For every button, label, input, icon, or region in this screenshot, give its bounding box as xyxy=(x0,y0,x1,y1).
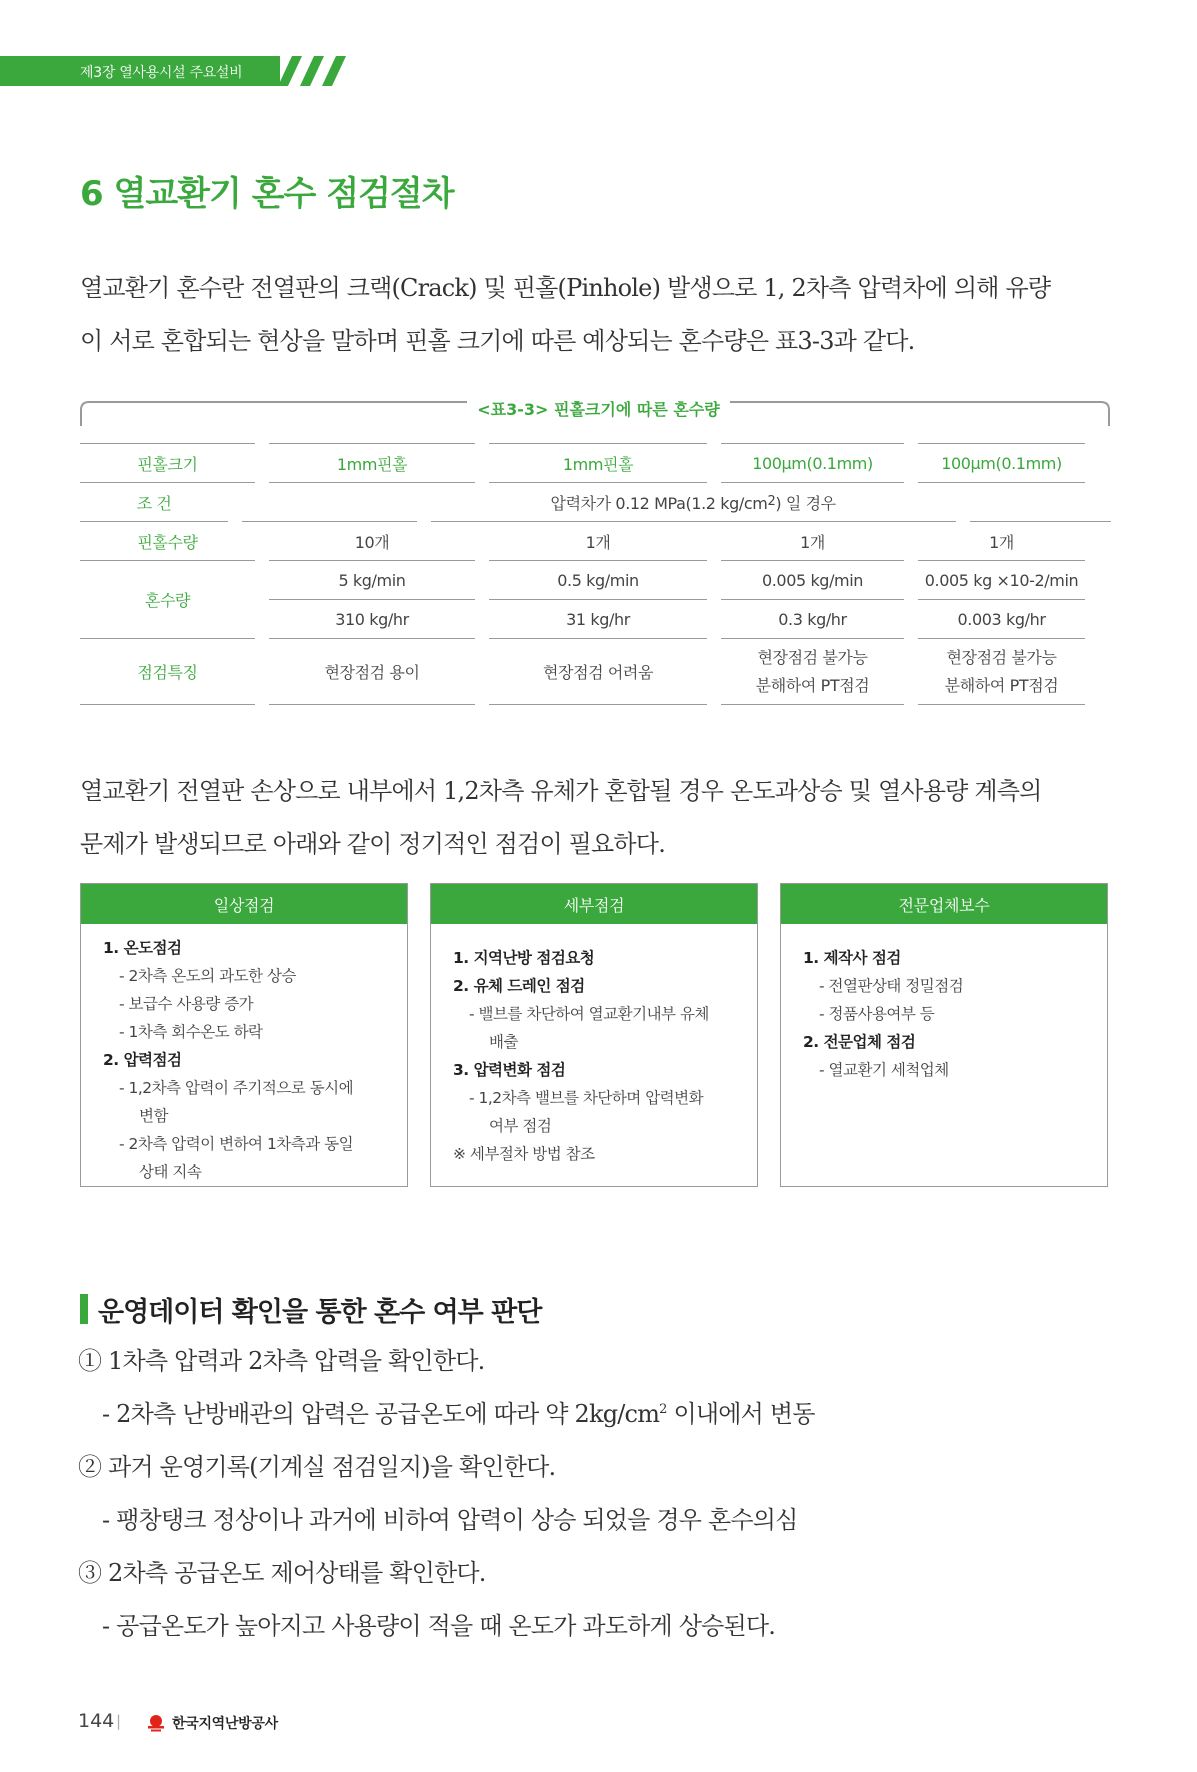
table-cell: 10개 xyxy=(269,522,475,561)
mix-col xyxy=(721,561,904,639)
daily-inspection-box xyxy=(80,883,408,1187)
table-row-mix xyxy=(80,561,1111,639)
list-item: ① 1차측 압력과 2차측 압력을 확인한다. xyxy=(78,1347,485,1375)
row-label: 조 건 xyxy=(80,483,228,522)
table-cell: 0.3 kg/hr xyxy=(721,600,904,639)
table-cell xyxy=(721,639,904,705)
stripes-decoration xyxy=(278,56,358,86)
subitem-suffix: 이내에서 변동 xyxy=(666,1400,815,1428)
expert-repair-box xyxy=(780,883,1108,1187)
table-cell: 0.003 kg/hr xyxy=(918,600,1085,639)
header-cell: 1mm핀홀 xyxy=(269,443,475,483)
page-number: 144 xyxy=(78,1710,115,1732)
box-heading: 2. 전문업체 점검 xyxy=(803,1033,916,1051)
table-cell: 31 kg/hr xyxy=(489,600,707,639)
box-item: - 2차측 온도의 과도한 상승 xyxy=(119,967,296,985)
cell-line: 분해하여 PT점검 xyxy=(755,675,870,695)
table-cell: 현장점검 어려움 xyxy=(489,639,707,705)
company-name: 한국지역난방공사 xyxy=(172,1716,278,1732)
box-item: - 1,2차측 밸브를 차단하며 압력변화 xyxy=(469,1089,704,1107)
box-body xyxy=(781,924,1107,1084)
box-heading: 2. 압력점검 xyxy=(103,1051,182,1069)
box-item: - 전열판상태 정밀점검 xyxy=(819,977,964,995)
table-header-row xyxy=(80,443,1111,483)
box-item: - 보급수 사용량 증가 xyxy=(119,995,254,1013)
table-row-feature xyxy=(80,639,1111,705)
table-cell: 현장점검 용이 xyxy=(269,639,475,705)
box-note: ※ 세부절차 방법 참조 xyxy=(453,1145,595,1163)
box-item: - 2차측 압력이 변하여 1차측과 동일 xyxy=(119,1135,354,1153)
mix-col xyxy=(489,561,707,639)
table-cell: 0.005 kg/min xyxy=(721,561,904,600)
table-cell: 1개 xyxy=(489,522,707,561)
detail-inspection-box xyxy=(430,883,758,1187)
table-row-condition xyxy=(80,483,1111,522)
table-cell: 5 kg/min xyxy=(269,561,475,600)
cell-line: 분해하여 PT점검 xyxy=(944,675,1059,695)
intro-line-1: 열교환기 혼수란 전열판의 크랙(Crack) 및 핀홀(Pinhole) 발생으로 1, 2차측 압력차에 의해 유량 xyxy=(80,274,1051,302)
subitem-text: - 2차측 난방배관의 압력은 공급온도에 따라 약 2kg/cm xyxy=(102,1400,660,1428)
list-subitem xyxy=(78,1388,1118,1441)
table-cell: 1개 xyxy=(721,522,904,561)
box-item-cont: 여부 점검 xyxy=(489,1117,552,1135)
box-body xyxy=(81,924,407,1186)
table-cell xyxy=(918,639,1085,705)
table-caption xyxy=(0,397,1197,420)
header-cell: 핀홀크기 xyxy=(80,443,255,483)
row-label: 핀홀수량 xyxy=(80,522,255,561)
box-item: - 1차측 회수온도 하락 xyxy=(119,1023,263,1041)
condition-suffix: ) 일 경우 xyxy=(775,493,836,513)
subsection-title: 운영데이터 확인을 통한 혼수 여부 판단 xyxy=(98,1297,542,1328)
page-separator: | xyxy=(116,1712,122,1730)
box-heading: 1. 제작사 점검 xyxy=(803,949,901,967)
mix-col xyxy=(269,561,475,639)
table-cell: 310 kg/hr xyxy=(269,600,475,639)
table-cell: 0.5 kg/min xyxy=(489,561,707,600)
list-subitem: - 공급온도가 높아지고 사용량이 적을 때 온도가 과도하게 상승된다. xyxy=(102,1612,776,1640)
cell-line: 현장점검 불가능 xyxy=(757,647,868,667)
box-item: - 열교환기 세척업체 xyxy=(819,1061,949,1079)
box-title: 일상점검 xyxy=(81,884,407,924)
table-cell: 1개 xyxy=(918,522,1085,561)
intro-line-2: 이 서로 혼합되는 현상을 말하며 핀홀 크기에 따른 예상되는 혼수량은 표3-3과 같다. xyxy=(80,327,915,355)
cell-line: 현장점검 불가능 xyxy=(946,647,1057,667)
condition-cell: 압력차가 0.12 MPa(1.2 kg/cm 2 ) 일 경우 xyxy=(431,483,956,522)
box-item-cont: 변함 xyxy=(139,1107,168,1125)
table-cell: 0.005 kg ×10-2/min xyxy=(918,561,1085,600)
section-title: 6 열교환기 혼수 점검절차 xyxy=(80,174,454,214)
row-label: 혼수량 xyxy=(80,561,255,639)
list-item: ③ 2차측 공급온도 제어상태를 확인한다. xyxy=(78,1559,486,1587)
chapter-label: 제3장 열사용시설 주요설비 xyxy=(80,65,243,81)
subsection-bar xyxy=(80,1294,88,1324)
list-item: ② 과거 운영기록(기계실 점검일지)을 확인한다. xyxy=(78,1453,556,1481)
row-label: 점검특징 xyxy=(80,639,255,705)
header-cell: 100μm(0.1mm) xyxy=(918,443,1085,483)
header-cell: 100μm(0.1mm) xyxy=(721,443,904,483)
condition-text: 압력차가 0.12 MPa(1.2 kg/cm xyxy=(550,493,768,513)
list-subitem: - 팽창탱크 정상이나 과거에 비하여 압력이 상승 되었을 경우 혼수의심 xyxy=(102,1506,798,1534)
box-title: 세부점검 xyxy=(431,884,757,924)
subitem-sup: 2 xyxy=(659,1402,667,1417)
empty-cell xyxy=(970,483,1111,522)
box-heading: 3. 압력변화 점검 xyxy=(453,1061,566,1079)
check-list xyxy=(78,1335,1118,1653)
box-body xyxy=(431,924,757,1168)
box-heading: 1. 지역난방 점검요청 xyxy=(453,949,595,967)
company-logo-icon xyxy=(146,1713,166,1733)
box-item-cont: 배출 xyxy=(489,1033,518,1051)
inspection-paragraph xyxy=(80,765,1120,871)
box-item-cont: 상태 지속 xyxy=(139,1163,202,1181)
box-item: - 정품사용여부 등 xyxy=(819,1005,935,1023)
pinhole-table xyxy=(80,443,1111,705)
inspection-line-2: 문제가 발생되므로 아래와 같이 정기적인 점검이 필요하다. xyxy=(80,830,666,858)
table-caption-text: <표3-3> 핀홀크기에 따른 혼수량 xyxy=(467,400,729,419)
mix-col xyxy=(918,561,1085,639)
box-item: - 밸브를 차단하여 열교환기내부 유체 xyxy=(469,1005,709,1023)
box-heading: 1. 온도점검 xyxy=(103,939,182,957)
box-item: - 1,2차측 압력이 주기적으로 동시에 xyxy=(119,1079,354,1097)
empty-cell xyxy=(242,483,416,522)
inspection-line-1: 열교환기 전열판 손상으로 내부에서 1,2차측 유체가 혼합될 경우 온도과상승 및 열사용량 계측의 xyxy=(80,777,1042,805)
table-row-count xyxy=(80,522,1111,561)
box-title: 전문업체보수 xyxy=(781,884,1107,924)
intro-paragraph xyxy=(80,262,1120,368)
box-heading: 2. 유체 드레인 점검 xyxy=(453,977,585,995)
header-cell: 1mm핀홀 xyxy=(489,443,707,483)
